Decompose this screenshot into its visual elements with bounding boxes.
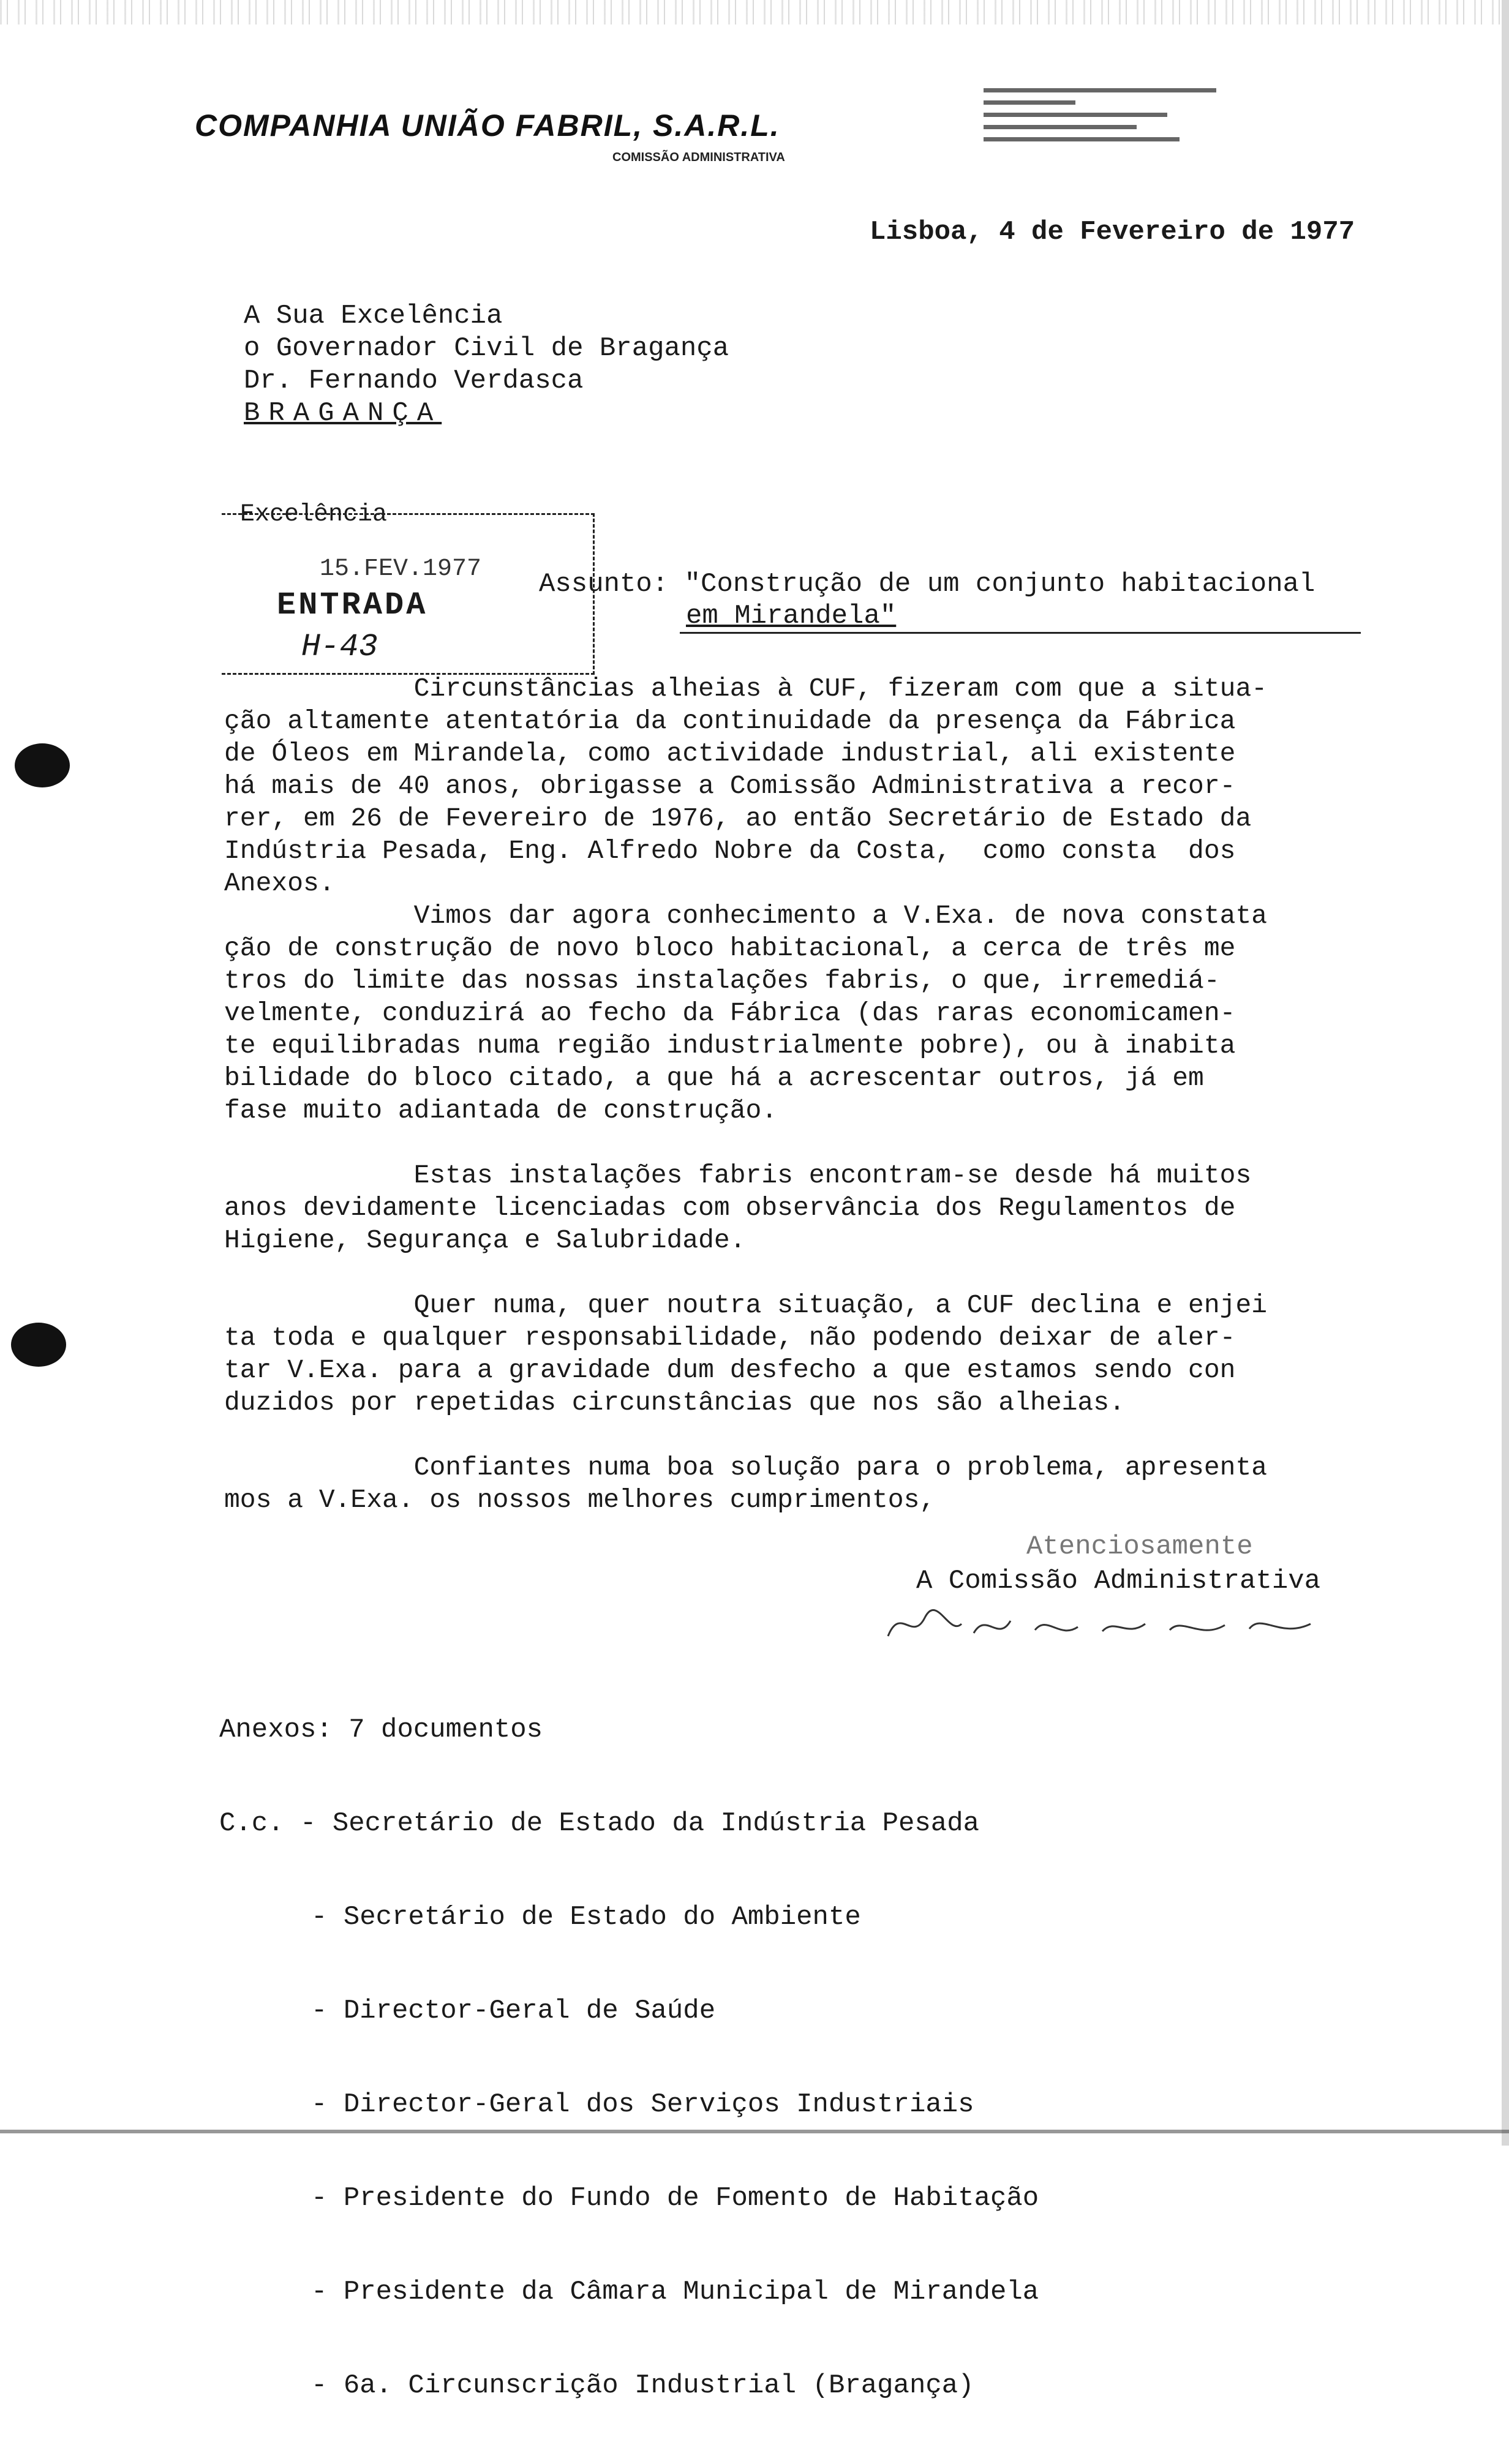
- scan-edge-right: [1502, 0, 1509, 2146]
- punch-hole-icon: [11, 1323, 66, 1367]
- cc-recipient: Presidente da Câmara Municipal de Mirandela: [343, 2277, 1039, 2307]
- subject-underline: [680, 632, 1361, 634]
- body-line: ção altamente atentatória da continuidade da presença da Fábrica: [224, 706, 1236, 736]
- department-label: COMISSÃO ADMINISTRATIVA: [612, 151, 785, 164]
- addressee-city: BRAGANÇA: [244, 398, 442, 429]
- salutation: Excelência: [240, 501, 388, 528]
- body-line: rer, em 26 de Fevereiro de 1976, ao então Secretário de Estado da: [224, 803, 1252, 833]
- body-line: Indústria Pesada, Eng. Alfredo Nobre da Costa, como consta dos: [224, 836, 1236, 866]
- cc-recipient: Secretário de Estado do Ambiente: [343, 1902, 861, 1933]
- body-line: fase muito adiantada de construção.: [224, 1095, 778, 1125]
- body-line: Anexos.: [224, 868, 335, 898]
- closing-signatory: A Comissão Administrativa: [916, 1566, 1321, 1596]
- cc-recipient: Director-Geral de Saúde: [343, 1996, 716, 2026]
- body-line: duzidos por repetidas circunstâncias que nos são alheias.: [224, 1388, 1125, 1418]
- closing-regards: Atenciosamente: [1026, 1531, 1253, 1562]
- subject-label: Assunto:: [539, 569, 669, 599]
- addressee-line: o Governador Civil de Bragança: [244, 333, 729, 364]
- body-line: Confiantes numa boa solução para o problema, apresenta: [224, 1452, 1268, 1482]
- company-address-block: [984, 88, 1229, 149]
- annexes-block: Anexos: 7 documentos C.c. - Secretário de Estado da Indústria Pesada - Secretário de Estado do Ambiente - Director-Geral de Saúde - Director-Geral dos Serviços Industriais - Presidente do Fundo de Fomento de Habitação - Presidente da Câmara Municipal de Mirandela - 6a. Circunscrição Industrial (Bragança): [219, 1715, 1039, 2401]
- subject-text: em Mirandela": [686, 601, 897, 631]
- company-logo: COMPANHIA UNIÃO FABRIL, S.A.R.L.: [195, 108, 780, 143]
- stamp-date: 15.FEV.1977: [320, 555, 482, 583]
- scan-edge-top: [0, 0, 1509, 24]
- punch-hole-icon: [15, 743, 70, 787]
- paragraph-1: [224, 672, 1424, 900]
- body-line: tros do limite das nossas instalações fabris, o que, irremediá-: [224, 966, 1220, 996]
- date-line: Lisboa, 4 de Fevereiro de 1977: [870, 217, 1355, 247]
- body-line: Vimos dar agora conhecimento a V.Exa. de nova constata: [224, 901, 1268, 931]
- subject-block: [539, 568, 1315, 632]
- body-line: Estas instalações fabris encontram-se desde há muitos: [224, 1160, 1252, 1190]
- cc-recipient: Presidente do Fundo de Fomento de Habitação: [343, 2183, 1039, 2214]
- letter-body: [224, 672, 1424, 1516]
- body-line: Circunstâncias alheias à CUF, fizeram com que a situa-: [224, 674, 1268, 704]
- body-line: de Óleos em Mirandela, como actividade industrial, ali existente: [224, 738, 1236, 768]
- annexes-count: Anexos: 7 documentos: [219, 1715, 543, 1745]
- body-line: te equilibradas numa região industrialmente pobre), ou à inabita: [224, 1031, 1236, 1061]
- cc-recipient: 6a. Circunscrição Industrial (Bragança): [343, 2370, 974, 2401]
- closing-block: [916, 1530, 1320, 1598]
- cc-label: C.c. -: [219, 1808, 317, 1839]
- stamp-label: ENTRADA: [277, 587, 428, 623]
- body-line: há mais de 40 anos, obrigasse a Comissão Administrativa a recor-: [224, 771, 1236, 801]
- body-line: Quer numa, quer noutra situação, a CUF declina e enjei: [224, 1290, 1268, 1320]
- addressee-block: [244, 300, 729, 430]
- body-line: anos devidamente licenciadas com observância dos Regulamentos de: [224, 1193, 1236, 1223]
- cc-recipient: Secretário de Estado da Indústria Pesada: [332, 1808, 980, 1839]
- addressee-line: A Sua Excelência: [244, 301, 503, 331]
- body-line: velmente, conduzirá ao fecho da Fábrica (das raras economicamen-: [224, 998, 1236, 1028]
- body-line: bilidade do bloco citado, a que há a acrescentar outros, já em: [224, 1063, 1204, 1093]
- stamp-number: H-43: [301, 629, 378, 665]
- cc-recipient: Director-Geral dos Serviços Industriais: [343, 2089, 974, 2120]
- body-line: mos a V.Exa. os nossos melhores cumprimentos,: [224, 1485, 936, 1515]
- subject-text: "Construção de um conjunto habitacional: [684, 569, 1315, 599]
- paragraph-2: [224, 900, 1424, 1127]
- handwritten-signature-icon: [882, 1599, 1323, 1648]
- body-line: tar V.Exa. para a gravidade dum desfecho a que estamos sendo con: [224, 1355, 1236, 1385]
- paragraph-4: [224, 1289, 1424, 1419]
- paragraph-3: [224, 1159, 1424, 1256]
- body-line: ção de construção de novo bloco habitacional, a cerca de três me: [224, 933, 1236, 963]
- body-line: ta toda e qualquer responsabilidade, não podendo deixar de aler-: [224, 1323, 1236, 1353]
- paragraph-5: [224, 1451, 1424, 1516]
- addressee-line: Dr. Fernando Verdasca: [244, 366, 584, 396]
- body-line: Higiene, Segurança e Salubridade.: [224, 1225, 746, 1255]
